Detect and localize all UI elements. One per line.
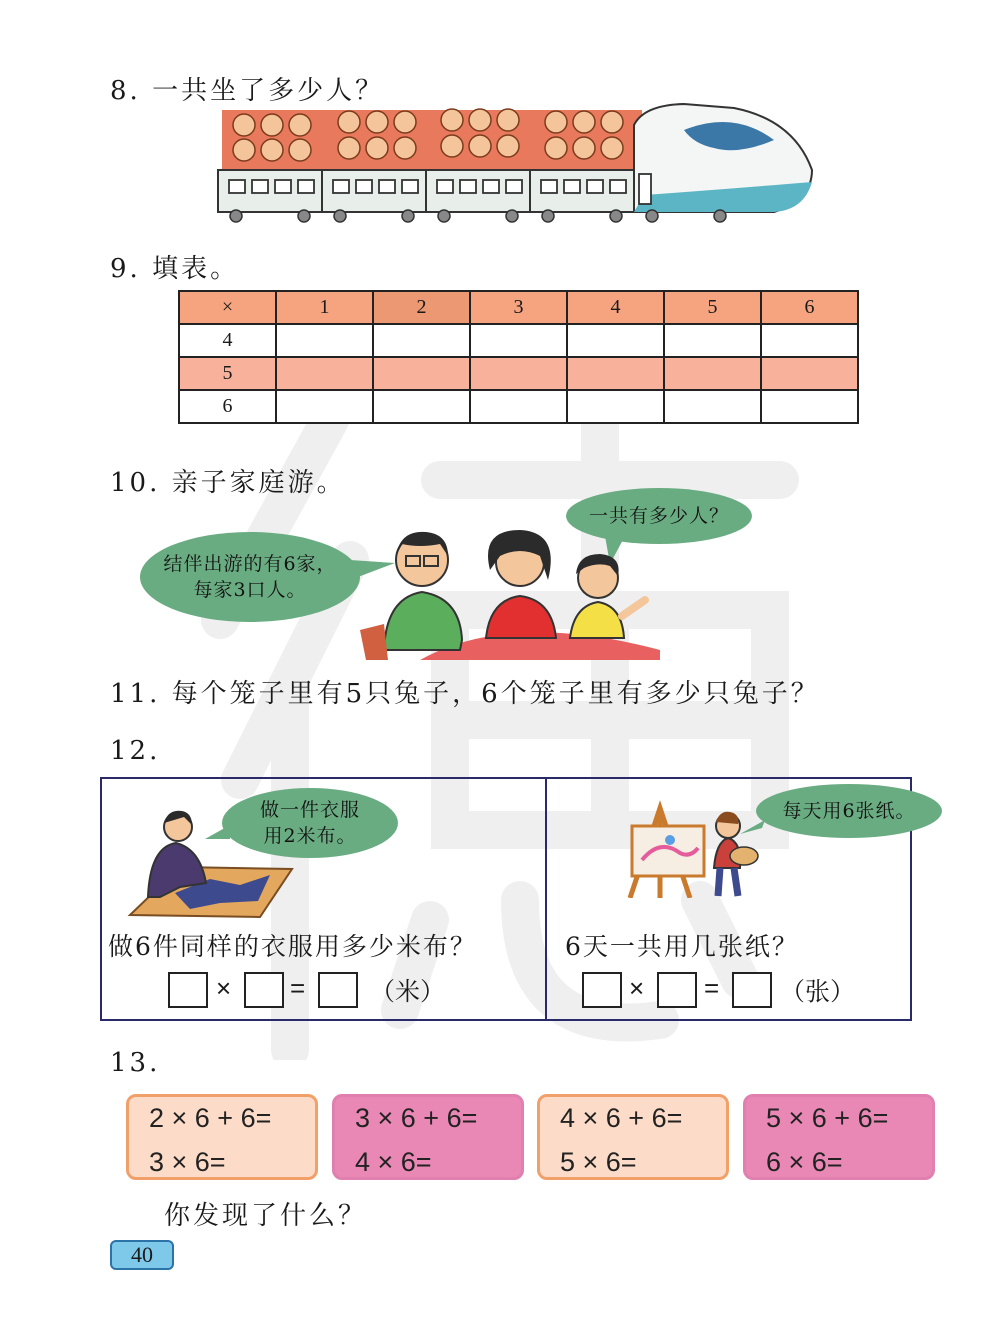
q12-left-question: 做6件同样的衣服用多少米布？ bbox=[108, 932, 477, 961]
answer-cell[interactable] bbox=[373, 324, 470, 357]
tailor-illustration bbox=[120, 805, 295, 925]
equation-line: 3 × 6 + 6= bbox=[355, 1103, 478, 1133]
equation-line: 2 × 6 + 6= bbox=[149, 1103, 272, 1133]
answer-cell[interactable] bbox=[761, 324, 858, 357]
answer-cell[interactable] bbox=[276, 357, 373, 390]
equation-line: 5 × 6 + 6= bbox=[766, 1103, 889, 1133]
times-sign: × bbox=[629, 973, 645, 1003]
bubble-text-line: 每家3口人。 bbox=[193, 579, 307, 601]
answer-box[interactable] bbox=[244, 972, 284, 1008]
table-header-cell: 4 bbox=[567, 291, 664, 324]
bubble-text-line: 做一件衣服 bbox=[259, 799, 360, 821]
equation-line: 4 × 6= bbox=[355, 1147, 432, 1177]
answer-box[interactable] bbox=[318, 972, 358, 1008]
answer-cell[interactable] bbox=[664, 390, 761, 423]
row-label: 4 bbox=[179, 324, 276, 357]
equation-line: 4 × 6 + 6= bbox=[560, 1103, 683, 1133]
bubble-text-line: 结伴出游的有6家， bbox=[163, 553, 337, 575]
answer-cell[interactable] bbox=[664, 357, 761, 390]
q11-title: 11. 每个笼子里有5只兔子，6个笼子里有多少只兔子？ bbox=[110, 679, 820, 709]
unit-label: （米） bbox=[370, 977, 446, 1006]
row-label: 5 bbox=[179, 357, 276, 390]
equation-line: 3 × 6= bbox=[149, 1147, 226, 1177]
q8-title: 8. 一共坐了多少人？ bbox=[110, 76, 385, 106]
equation-line: 5 × 6= bbox=[560, 1147, 637, 1177]
multiplication-table bbox=[178, 290, 859, 424]
family-illustration bbox=[360, 520, 670, 660]
table-header-cell: 5 bbox=[664, 291, 761, 324]
table-header-cell: 6 bbox=[761, 291, 858, 324]
answer-cell[interactable] bbox=[276, 390, 373, 423]
box-divider bbox=[545, 779, 547, 1019]
answer-cell[interactable] bbox=[373, 390, 470, 423]
equation-card bbox=[743, 1094, 935, 1180]
q12-right-question: 6天一共用几张纸？ bbox=[565, 932, 799, 961]
q13-prompt: 你发现了什么？ bbox=[164, 1201, 368, 1231]
answer-box[interactable] bbox=[657, 972, 697, 1008]
bullet-train-illustration bbox=[214, 100, 814, 225]
answer-cell[interactable] bbox=[761, 357, 858, 390]
equation-line: 6 × 6= bbox=[766, 1147, 843, 1177]
bubble-text-line: 用2米布。 bbox=[263, 825, 357, 847]
q9-title: 9. 填表。 bbox=[110, 254, 240, 284]
answer-box[interactable] bbox=[732, 972, 772, 1008]
page-number: 40 bbox=[110, 1240, 174, 1270]
answer-cell[interactable] bbox=[470, 357, 567, 390]
q13-title: 13. bbox=[110, 1048, 161, 1078]
answer-cell[interactable] bbox=[567, 324, 664, 357]
speech-bubble-child: 一共有多少人？ bbox=[566, 488, 752, 544]
table-row bbox=[179, 324, 858, 357]
answer-box[interactable] bbox=[168, 972, 208, 1008]
equation-card bbox=[126, 1094, 318, 1180]
answer-cell[interactable] bbox=[470, 324, 567, 357]
q10-title: 10. 亲子家庭游。 bbox=[110, 468, 346, 498]
row-label: 6 bbox=[179, 390, 276, 423]
equation-card bbox=[537, 1094, 729, 1180]
times-sign: × bbox=[216, 973, 232, 1003]
answer-cell[interactable] bbox=[567, 390, 664, 423]
answer-cell[interactable] bbox=[470, 390, 567, 423]
equals-sign: = bbox=[704, 973, 720, 1003]
speech-bubble-painter: 每天用6张纸。 bbox=[756, 784, 942, 838]
speech-bubble-parent bbox=[140, 532, 360, 622]
equation-card bbox=[332, 1094, 524, 1180]
answer-cell[interactable] bbox=[664, 324, 761, 357]
answer-cell[interactable] bbox=[567, 357, 664, 390]
table-row bbox=[179, 357, 858, 390]
table-header-cell: 1 bbox=[276, 291, 373, 324]
answer-cell[interactable] bbox=[276, 324, 373, 357]
answer-cell[interactable] bbox=[761, 390, 858, 423]
equals-sign: = bbox=[290, 973, 306, 1003]
table-row bbox=[179, 390, 858, 423]
table-header-cell: 2 bbox=[373, 291, 470, 324]
answer-box[interactable] bbox=[582, 972, 622, 1008]
q12-title: 12. bbox=[110, 736, 161, 766]
table-header-cell: 3 bbox=[470, 291, 567, 324]
table-header-row bbox=[179, 291, 858, 324]
table-header-cell: × bbox=[179, 291, 276, 324]
painter-illustration bbox=[620, 798, 760, 898]
unit-label: （张） bbox=[780, 977, 856, 1006]
answer-cell[interactable] bbox=[373, 357, 470, 390]
